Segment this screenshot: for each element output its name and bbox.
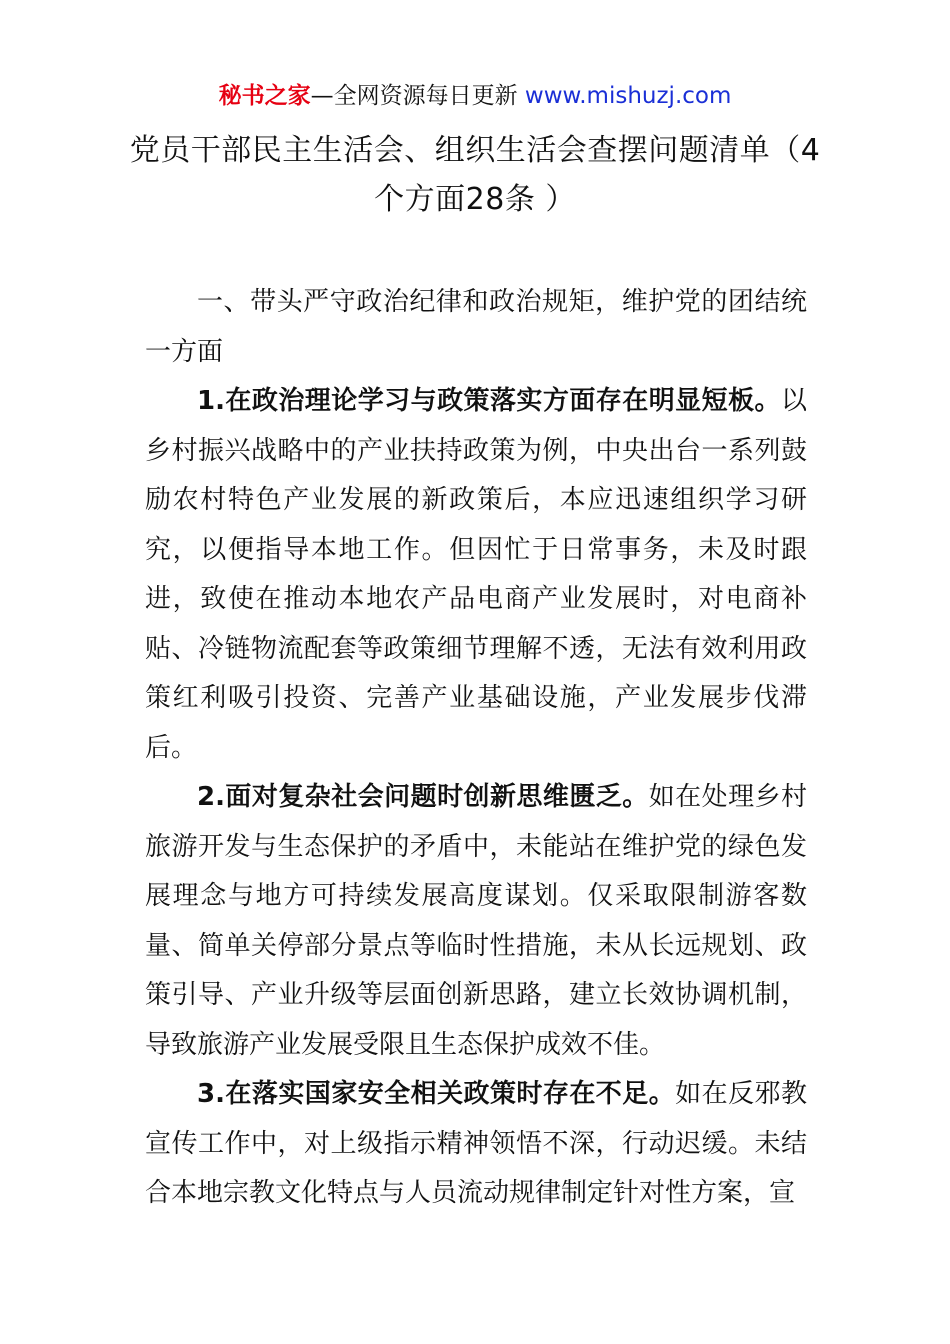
document-body [145,278,807,1219]
list-item [145,773,807,1070]
header-tagline: —全网资源每日更新 [310,83,525,109]
item-lead: 2.面对复杂社会问题时创新思维匮乏。 [197,782,649,812]
document-title: 党员干部民主生活会、组织生活会查摆问题清单（4个方面28条 ） [129,133,821,217]
item-body: 如在反邪教宣传工作中，对上级指示精神领悟不深，行动迟缓。未结合本地宗教文化特点与人员流动规律制定针对性方案，宣 [145,1079,807,1208]
list-item [145,1070,807,1219]
site-url-link[interactable]: www.mishuzj.com [524,83,732,109]
section-heading: 一、带头严守政治纪律和政治规矩，维护党的团结统一方面 [145,287,807,367]
brand-name: 秘书之家 [218,83,311,109]
item-lead: 1.在政治理论学习与政策落实方面存在明显短板。 [197,386,781,416]
list-item [145,377,807,773]
item-body: 如在处理乡村旅游开发与生态保护的矛盾中，未能站在维护党的绿色发展理念与地方可持续发展高度谋划。仅采取限制游客数量、简单关停部分景点等临时性措施，未从长远规划、政策引导、产业升级等层面创新思路，建立长效协调机制，导致旅游产业发展受限且生态保护成效不佳。 [145,782,807,1060]
item-lead: 3.在落实国家安全相关政策时存在不足。 [197,1079,676,1109]
item-body: 以乡村振兴战略中的产业扶持政策为例，中央出台一系列鼓励农村特色产业发展的新政策后，本应迅速组织学习研究，以便指导本地工作。但因忙于日常事务，未及时跟进，致使在推动本地农产品电商产业发展时，对电商补贴、冷链物流配套等政策细节理解不透，无法有效利用政策红利吸引投资、完善产业基础设施，产业发展步伐滞后。 [145,386,807,763]
site-header [0,80,950,112]
